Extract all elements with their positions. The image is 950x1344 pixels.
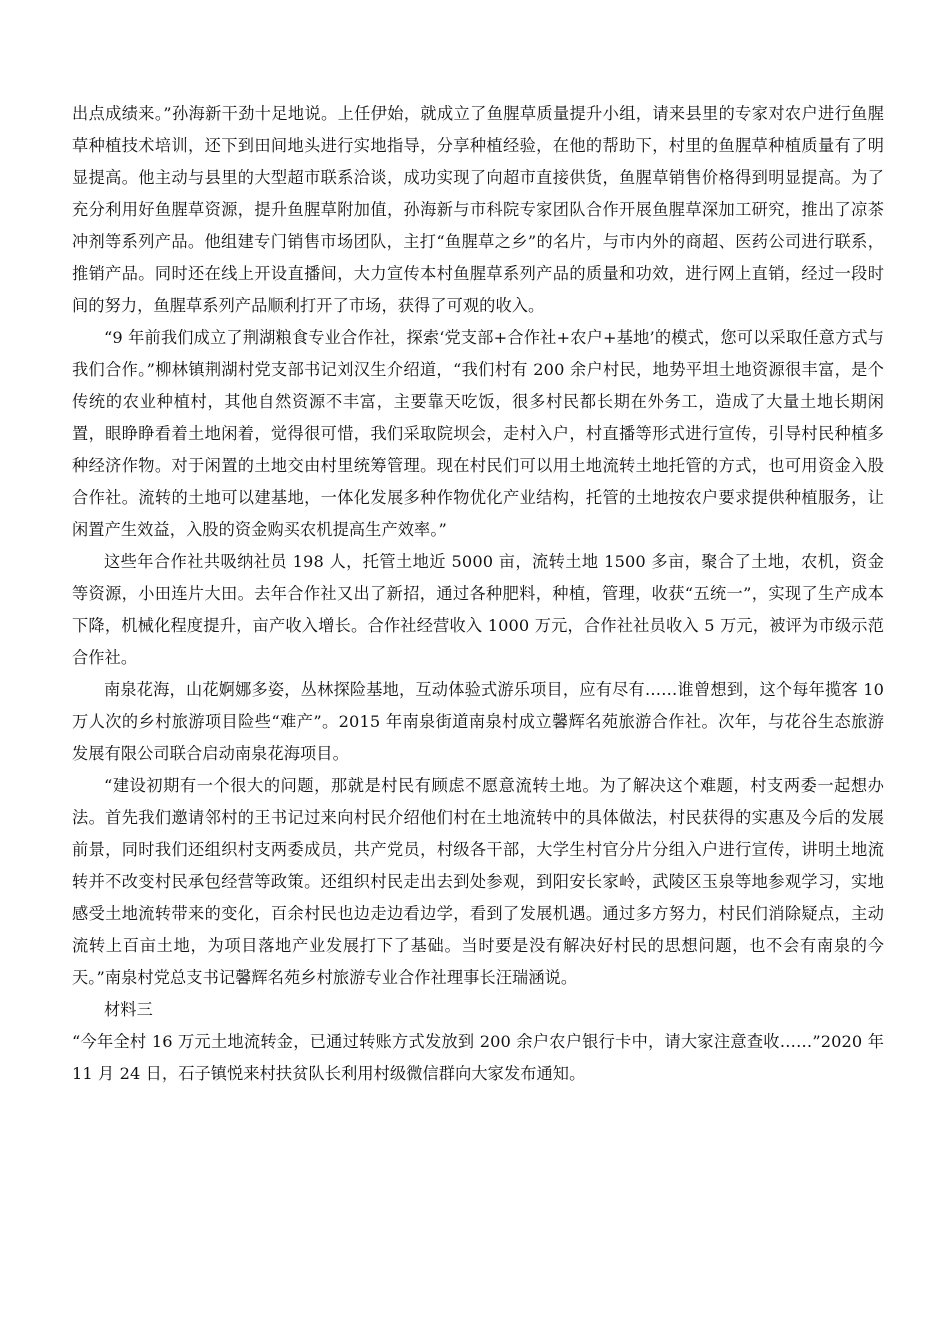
- paragraph-nanquan-flower-sea: 南泉花海，山花婀娜多姿，丛林探险基地，互动体验式游乐项目，应有尽有……谁曾想到，这个每年揽客 10 万人次的乡村旅游项目险些“难产”。2015 年南泉街道南泉村成立馨辉名苑旅游合作社。次年，与花谷生态旅游发展有限公司联合启动南泉花海项目。: [72, 680, 884, 763]
- section-heading-material-three: 材料三: [104, 1000, 153, 1019]
- paragraph-land-transfer-payment: “今年全村 16 万元土地流转金，已通过转账方式发放到 200 余户农户银行卡中，请大家注意查收……”2020 年 11 月 24 日，石子镇悦来村扶贫队长利用村级微信群向大家发布通知。: [72, 1032, 884, 1083]
- paragraph-jinghu-cooperative-quote: “9 年前我们成立了荆湖粮食专业合作社，探索‘党支部+合作社+农户+基地’的模式，您可以采取任意方式与我们合作。”柳林镇荆湖村党支部书记刘汉生介绍道，“我们村有 200 余户村民，地势平坦土地资源很丰富，是个传统的农业种植村，其他自然资源不丰富，主要靠天吃饭，很多村民都长期在外务工，造成了大量土地长期闲置，眼睁睁看着土地闲着，觉得很可惜，我们采取院坝会，走村入户，村直播等形式进行宣传，引导村民种植多种经济作物。对于闲置的土地交由村里统筹管理。现在村民们可以用土地流转土地托管的方式，也可用资金入股合作社。流转的土地可以建基地，一体化发展多种作物优化产业结构，托管的土地按农户要求提供种植服务，让闲置产生效益，入股的资金购买农机提高生产效率。”: [72, 328, 884, 539]
- paragraph-cooperative-results: 这些年合作社共吸纳社员 198 人，托管土地近 5000 亩，流转土地 1500 多亩，聚合了土地，农机，资金等资源，小田连片大田。去年合作社又出了新招，通过各种肥料，种植，管理，收获“五统一”，实现了生产成本下降，机械化程度提升，亩产收入增长。合作社经营收入 1000 万元，合作社社员收入 5 万元，被评为市级示范合作社。: [72, 552, 884, 667]
- paragraph-sun-haixin-achievements: 出点成绩来。”孙海新干劲十足地说。上任伊始，就成立了鱼腥草质量提升小组，请来县里的专家对农户进行鱼腥草种植技术培训，还下到田间地头进行实地指导，分享种植经验，在他的帮助下，村里的鱼腥草种植质量有了明显提高。他主动与县里的大型超市联系洽谈，成功实现了向超市直接供货，鱼腥草销售价格得到明显提高。为了充分利用好鱼腥草资源，提升鱼腥草附加值，孙海新与市科院专家团队合作开展鱼腥草深加工研究，推出了凉茶冲剂等系列产品。他组建专门销售市场团队，主打“鱼腥草之乡”的名片，与市内外的商超、医药公司进行联系，推销产品。同时还在线上开设直播间，大力宣传本村鱼腥草系列产品的质量和功效，进行网上直销，经过一段时间的努力，鱼腥草系列产品顺利打开了市场，获得了可观的收入。: [72, 104, 884, 315]
- document-page: [72, 98, 884, 1090]
- paragraph-land-transfer-quote: “建设初期有一个很大的问题，那就是村民有顾虑不愿意流转土地。为了解决这个难题，村支两委一起想办法。首先我们邀请邻村的王书记过来向村民介绍他们村在土地流转中的具体做法，村民获得的实惠及今后的发展前景，同时我们还组织村支两委成员，共产党员，村级各干部，大学生村官分片分组入户进行宣传，讲明土地流转并不改变村民承包经营等政策。还组织村民走出去到处参观，到阳安长家岭，武陵区玉泉等地参观学习，实地感受土地流转带来的变化，百余村民也边走边看边学，看到了发展机遇。通过多方努力，村民们消除疑点，主动流转上百亩土地，为项目落地产业发展打下了基础。当时要是没有解决好村民的思想问题，也不会有南泉的今天。”南泉村党总支书记馨辉名苑乡村旅游专业合作社理事长汪瑞涵说。: [72, 776, 884, 987]
